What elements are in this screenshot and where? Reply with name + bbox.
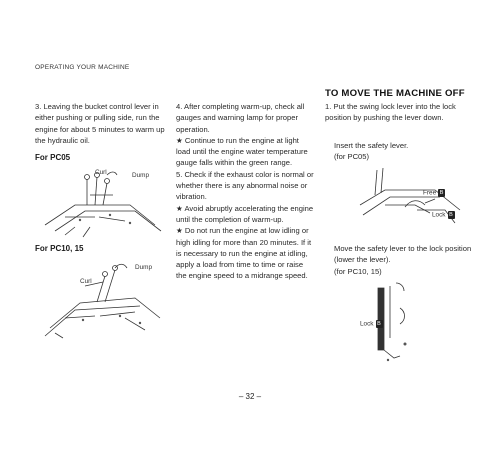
lock-position-badge-icon: B <box>449 212 453 218</box>
running-header: OPERATING YOUR MACHINE <box>35 64 130 71</box>
step-5-text: 5. Check if the exhaust color is normal or whether there is any abnormal noise or vibration. <box>176 169 314 202</box>
fig1-dump-label: Dump <box>132 172 150 179</box>
free-position-badge-icon: B <box>439 190 444 196</box>
fig2-curl-label: Curl <box>80 278 92 285</box>
fig2-dump-label: Dump <box>135 264 153 271</box>
note-1-text: ★ Continue to run the engine at light load until the engine water temperature gauge falls within the green range. <box>176 135 308 168</box>
fig1-curl-label: Curl <box>95 169 107 176</box>
note-2-text: ★ Avoid abruptly accelerating the engine until the completion of warm-up. <box>176 203 314 224</box>
pc05-subheading: For PC05 <box>35 153 71 162</box>
move-safety-lever-text: Move the safety lever to the lock position (lower the lever). (for PC10, 15) <box>334 244 472 276</box>
fig3-free-label: Free B <box>423 189 444 197</box>
step-1-text: 1. Put the swing lock lever into the lock position by pushing the lever down. <box>325 102 456 123</box>
page-number: – 32 – <box>238 392 262 401</box>
step-4-text: 4. After completing warm-up, check all gauges and warning lamp for proper operation. <box>176 102 305 134</box>
lever-illustration-2 <box>35 258 175 338</box>
safety-lever-figure-pc10 <box>360 278 450 363</box>
section-heading: TO MOVE THE MACHINE OFF <box>325 88 465 99</box>
lock-badge-icon: B <box>377 321 381 327</box>
step-3-text: 3. Leaving the bucket control lever in either pushing or pulling side, run the engine for about 5 minutes to warm up the hydraulic oil. <box>35 102 165 145</box>
safety-lever-illustration-1 <box>355 165 465 230</box>
fig4-lock-label: Lock B <box>360 320 381 328</box>
note-3-text: ★ Do not run the engine at low idling or high idling for more than 20 minutes. If it is necessary to run the engine at idling, apply a load from time to time or raise the engine speed to a midrange speed. <box>176 226 312 281</box>
fig3-lock-label: Lock B <box>432 211 453 219</box>
pc10-subheading: For PC10, 15 <box>35 244 84 253</box>
pc05-lever-figure <box>35 165 175 237</box>
insert-safety-lever-text: Insert the safety lever. (for PC05) <box>334 141 409 162</box>
pc10-lever-figure <box>35 258 175 338</box>
middle-column-text <box>176 101 314 282</box>
safety-lever-figure-pc05 <box>355 165 465 230</box>
